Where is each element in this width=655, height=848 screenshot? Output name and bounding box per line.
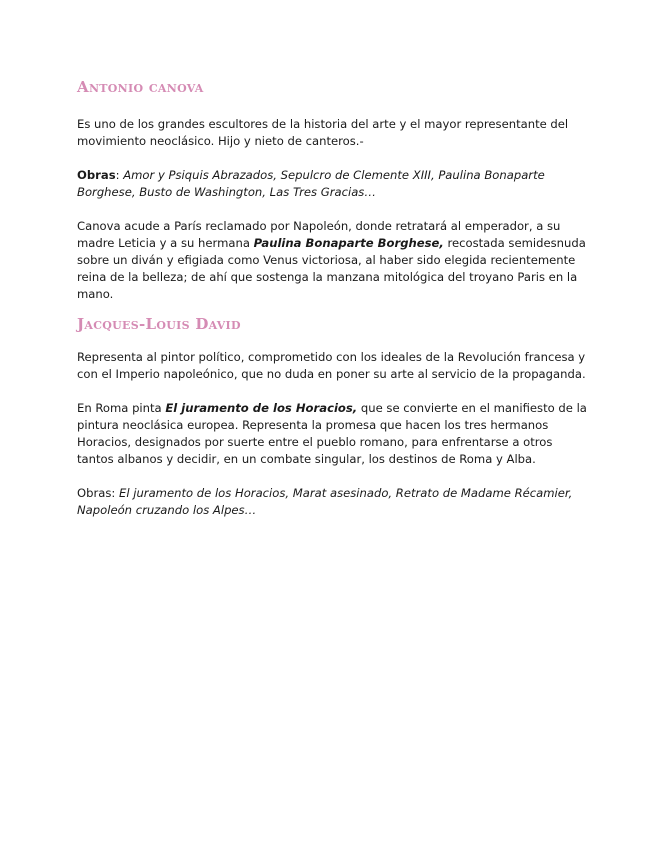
david-intro: Representa al pintor político, comprometido con los ideales de la Revolución francesa y con el Imperio napoleónico, que no duda en poner su arte al servicio de la propaganda. bbox=[77, 350, 586, 381]
david-roma-before: En Roma pinta bbox=[77, 401, 166, 415]
david-obras-label: Obras: bbox=[77, 486, 119, 500]
section-heading-canova: Antonio canova bbox=[77, 78, 204, 96]
canova-obras bbox=[77, 167, 587, 201]
canova-paris bbox=[77, 218, 587, 303]
canova-obras-label: Obras bbox=[77, 168, 116, 182]
canova-paris-after: recostada semidesnuda sobre un diván y efigiada como Venus victoriosa, al haber sido elegida recientemente reina de la belleza; de ahí que sostenga la manzana mitológica del troyano Paris en la mano. bbox=[77, 236, 586, 301]
document-page bbox=[77, 76, 587, 519]
david-roma-after: que se convierte en el manifiesto de la pintura neoclásica europea. Representa la promesa que hacen los tres hermanos Horacios, designados por suerte entre el pueblo romano, para enfrentarse a otros tantos albanos y decidir, en un combate singular, los destinos de Roma y Alba. bbox=[77, 401, 587, 466]
canova-intro: Es uno de los grandes escultores de la historia del arte y el mayor representante del movimiento neoclásico. Hijo y nieto de canteros.- bbox=[77, 117, 569, 148]
david-roma bbox=[77, 400, 587, 468]
section-heading-david: Jacques-Louis David bbox=[77, 315, 241, 333]
david-obras-list: El juramento de los Horacios, Marat asesinado, Retrato de Madame Récamier, Napoleón cruzando los Alpes… bbox=[77, 486, 573, 517]
david-roma-bold: El juramento de los Horacios, bbox=[165, 401, 358, 415]
canova-paris-before: Canova acude a París reclamado por Napoleón, donde retratará al emperador, a su madre Leticia y a su hermana bbox=[77, 219, 561, 250]
david-obras bbox=[77, 485, 587, 519]
canova-paris-bold: Paulina Bonaparte Borghese, bbox=[253, 236, 444, 250]
canova-obras-sep: : bbox=[115, 168, 124, 182]
canova-obras-list: Amor y Psiquis Abrazados, Sepulcro de Clemente XIII, Paulina Bonaparte Borghese, Busto de Washington, Las Tres Gracias… bbox=[77, 168, 545, 199]
